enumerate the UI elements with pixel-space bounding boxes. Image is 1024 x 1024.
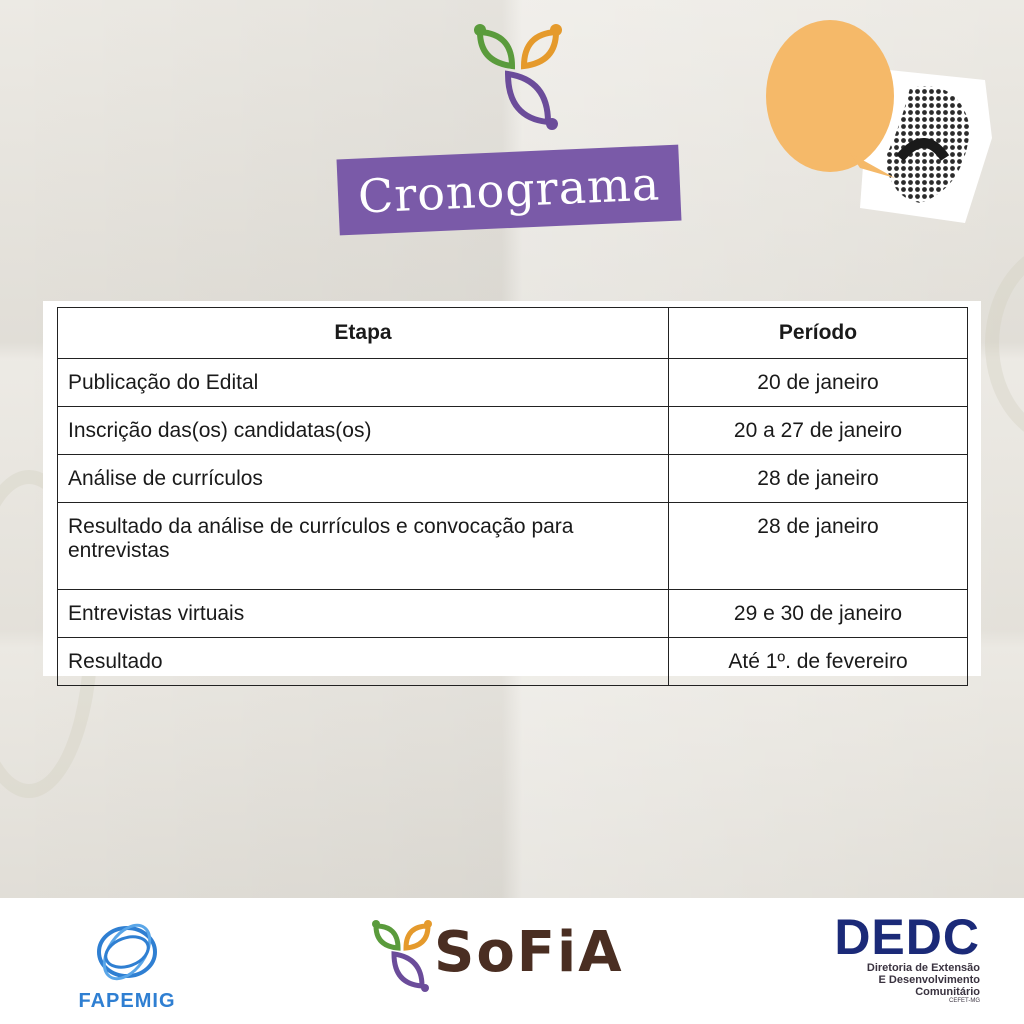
period-cell: Até 1º. de fevereiro [669, 638, 968, 686]
sofia-logo [370, 914, 640, 994]
speech-bubble-icon [760, 18, 1000, 228]
stage-cell: Inscrição das(os) candidatas(os) [58, 407, 669, 455]
sofia-leaf-small-icon [370, 914, 434, 994]
fapemig-label: FAPEMIG [78, 990, 176, 1012]
stage-cell: Resultado da análise de currículos e convocação para entrevistas [58, 503, 669, 590]
dedc-line: Diretoria de Extensão [866, 962, 980, 974]
stage-cell: Análise de currículos [58, 455, 669, 503]
schedule-panel [43, 301, 981, 676]
fapemig-logo-icon [62, 916, 192, 988]
dedc-institution: CEFET-MG [949, 998, 980, 1004]
table-row [58, 503, 968, 590]
table-row [58, 359, 968, 407]
period-cell: 28 de janeiro [669, 455, 968, 503]
table-row [58, 590, 968, 638]
period-cell: 28 de janeiro [669, 503, 968, 590]
sofia-wordmark: SoFiA [434, 920, 624, 985]
table-row [58, 455, 968, 503]
stage-cell: Resultado [58, 638, 669, 686]
page-title: Cronograma [356, 156, 662, 224]
fapemig-logo [62, 916, 192, 1016]
stage-cell: Publicação do Edital [58, 359, 669, 407]
table-row [58, 407, 968, 455]
column-header-period: Período [669, 308, 968, 359]
column-header-stage: Etapa [58, 308, 669, 359]
decorative-ring-right [985, 240, 1024, 448]
sponsor-footer [0, 898, 1024, 1024]
dedc-title: DEDC [834, 909, 980, 965]
stage-cell: Entrevistas virtuais [58, 590, 669, 638]
title-banner [337, 145, 682, 236]
dedc-line: Comunitário [915, 986, 980, 998]
sofia-leaf-logo-icon [470, 18, 566, 134]
period-cell: 29 e 30 de janeiro [669, 590, 968, 638]
period-cell: 20 de janeiro [669, 359, 968, 407]
table-header-row [58, 308, 968, 359]
schedule-table [57, 307, 968, 686]
dedc-logo [815, 909, 980, 1004]
dedc-line: E Desenvolvimento [878, 974, 980, 986]
table-row [58, 638, 968, 686]
period-cell: 20 a 27 de janeiro [669, 407, 968, 455]
